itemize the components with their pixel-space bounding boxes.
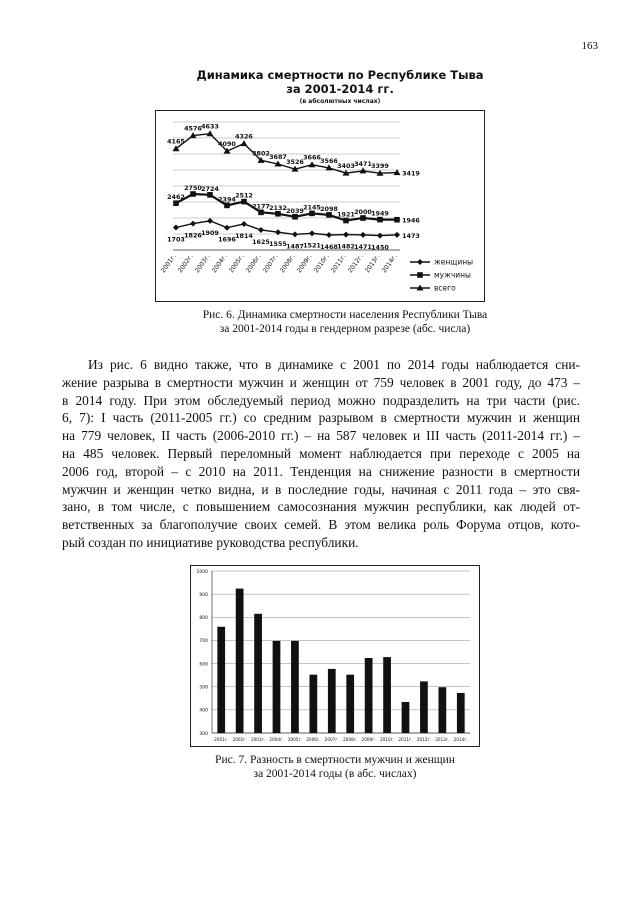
bar xyxy=(402,702,410,733)
figure6-title-line2: за 2001-2014 гг. xyxy=(286,82,394,96)
bar xyxy=(365,658,373,733)
data-label: 1921 xyxy=(337,210,355,219)
data-label: 1521 xyxy=(303,241,321,250)
x-tick-label: 2007г. xyxy=(324,737,339,742)
figure7-caption-line1: Рис. 7. Разность в смертности мужчин и женщин xyxy=(215,754,455,766)
data-point xyxy=(258,227,264,233)
legend-marker xyxy=(417,259,423,265)
data-point xyxy=(190,221,196,227)
data-point xyxy=(292,214,298,220)
x-tick-label: 2011г. xyxy=(398,737,413,742)
x-tick-label: 2006г. xyxy=(244,253,263,275)
x-tick-label: 2003г. xyxy=(193,253,212,275)
data-label: 3666 xyxy=(303,153,321,162)
bar xyxy=(236,589,244,733)
bar xyxy=(438,687,446,733)
data-label: 1814 xyxy=(235,231,253,240)
x-tick-label: 2008г. xyxy=(278,253,297,275)
data-label: 2750 xyxy=(184,184,202,192)
x-tick-label: 2010г. xyxy=(312,253,331,275)
data-label: 1696 xyxy=(218,235,236,244)
x-tick-label: 2004г. xyxy=(269,737,284,742)
data-label: 4326 xyxy=(235,132,253,141)
bar xyxy=(309,675,317,733)
y-tick-label: 900 xyxy=(199,592,208,598)
x-tick-label: 2009г. xyxy=(295,253,314,275)
x-tick-label: 2004г. xyxy=(210,253,229,275)
data-label: 3399 xyxy=(371,162,389,171)
y-tick-label: 600 xyxy=(199,662,208,668)
x-tick-label: 2008г. xyxy=(343,737,358,742)
data-point xyxy=(360,215,366,221)
x-tick-label: 2009г. xyxy=(361,737,376,742)
body-paragraph xyxy=(62,356,580,552)
data-point xyxy=(309,211,315,217)
x-tick-label: 2014г. xyxy=(453,737,468,742)
paragraph-line: Из рис. 6 видно также, что в динамике с 2001 по 2014 годы наблюдается сни- xyxy=(88,357,580,372)
y-tick-label: 1000 xyxy=(196,569,208,575)
data-label: 3802 xyxy=(252,149,270,158)
data-label: 1946 xyxy=(402,216,420,225)
bar xyxy=(291,641,299,733)
legend-marker xyxy=(417,272,423,278)
paragraph-line: зано, в том числе, с повышением самосознания мужчин республики, как людей от- xyxy=(62,499,580,515)
x-tick-label: 2013г. xyxy=(363,253,382,275)
legend-label: женщины xyxy=(434,257,474,267)
figure6-caption-line1: Рис. 6. Динамика смертности населения Республики Тыва xyxy=(202,309,488,321)
data-label: 2394 xyxy=(218,195,236,204)
data-point xyxy=(207,218,213,224)
figure6-title xyxy=(150,68,530,96)
x-tick-label: 2005г. xyxy=(227,253,246,275)
bar xyxy=(346,675,354,733)
paragraph-line: в 2014 году. При этом обследуемый период можно подразделить на три части (рис. xyxy=(62,392,580,408)
data-label: 1909 xyxy=(201,228,219,237)
figure6-line-chart xyxy=(155,110,485,302)
data-label: 4576 xyxy=(184,124,202,133)
data-point xyxy=(377,233,383,239)
data-point xyxy=(326,212,332,218)
data-point xyxy=(241,140,248,146)
paragraph-line: рый создан по инициативе руководства республики. xyxy=(62,534,359,550)
figure6-subtitle: (в абсолютных числах) xyxy=(299,98,381,105)
data-point xyxy=(224,203,230,209)
data-label: 4165 xyxy=(167,137,185,146)
x-tick-label: 2007г. xyxy=(261,253,280,275)
data-label: 2724 xyxy=(201,184,219,193)
data-point xyxy=(360,167,367,173)
y-tick-label: 300 xyxy=(199,731,208,737)
x-tick-label: 2011г. xyxy=(329,253,348,275)
data-point xyxy=(360,232,366,238)
x-tick-label: 2012г. xyxy=(416,737,432,742)
data-point xyxy=(241,199,247,205)
data-point xyxy=(207,192,213,198)
data-label: 1487 xyxy=(286,242,304,251)
data-label: 2098 xyxy=(320,204,338,213)
figure6-caption-line2: за 2001-2014 годы в гендерном разрезе (абс. числа) xyxy=(219,323,471,335)
data-label: 3403 xyxy=(337,162,355,171)
data-point xyxy=(173,225,179,231)
data-label: 1949 xyxy=(371,209,389,218)
data-point xyxy=(275,211,281,217)
data-label: 2512 xyxy=(235,191,253,200)
y-tick-label: 700 xyxy=(199,639,208,645)
data-label: 1468 xyxy=(320,243,338,252)
data-point xyxy=(258,210,264,216)
data-label: 4090 xyxy=(218,140,236,149)
data-label: 1826 xyxy=(184,231,202,240)
data-label: 2462 xyxy=(167,193,185,202)
x-tick-label: 2012г. xyxy=(346,253,365,275)
x-tick-label: 2001г. xyxy=(214,737,229,742)
data-point xyxy=(394,232,400,238)
bar xyxy=(457,693,465,733)
y-tick-label: 800 xyxy=(199,616,208,622)
x-tick-label: 2002г. xyxy=(176,253,195,275)
legend-label: мужчины xyxy=(434,270,471,280)
data-label: 1473 xyxy=(402,231,420,240)
legend-label: всего xyxy=(434,283,456,293)
data-point xyxy=(275,229,281,235)
data-point xyxy=(224,225,230,231)
x-tick-label: 2001г. xyxy=(159,253,178,275)
bar xyxy=(420,681,428,733)
data-label: 3526 xyxy=(286,158,304,167)
figure6-title-line1: Динамика смертности по Республике Тыва xyxy=(196,68,484,82)
paragraph-line: жение разрыва в смертности мужчин и женщин от 759 человек в 2001 году, до 473 – xyxy=(62,374,580,390)
data-label: 2039 xyxy=(286,206,304,215)
figure7-bar-chart xyxy=(190,565,480,747)
x-tick-label: 2002г. xyxy=(232,737,247,742)
bar xyxy=(273,641,281,733)
x-tick-label: 2013г. xyxy=(435,737,450,742)
data-point xyxy=(292,231,298,237)
data-point xyxy=(309,230,315,236)
data-label: 1625 xyxy=(252,238,270,246)
data-label: 1450 xyxy=(371,243,389,252)
data-point xyxy=(343,232,349,238)
paragraph-line: 6, 7): I часть (2011-2005 гг.) со средним разрывом в смертности мужчин и женщин xyxy=(62,410,580,426)
data-label: 2145 xyxy=(303,203,321,212)
data-label: 2177 xyxy=(252,202,270,211)
figure7-caption-line2: за 2001-2014 годы (в абс. числах) xyxy=(253,768,417,780)
paragraph-line: 2006 год, второй – с 2010 на 2011. Тенденция на снижение разности в смертности xyxy=(62,463,580,479)
data-point xyxy=(207,130,214,136)
bar xyxy=(328,669,336,733)
data-point xyxy=(394,217,400,223)
data-label: 1471 xyxy=(354,242,372,251)
x-tick-label: 2005г. xyxy=(287,737,303,742)
x-tick-label: 2006г. xyxy=(306,737,321,742)
x-tick-label: 2003г. xyxy=(250,737,266,742)
x-tick-label: 2014г. xyxy=(380,253,399,275)
data-point xyxy=(343,218,349,224)
data-label: 2132 xyxy=(269,203,287,212)
paragraph-line: на 779 человек, II часть (2006-2010 гг.) – на 587 человек и III часть (2011-2014 гг.) – xyxy=(62,428,580,444)
bar xyxy=(217,627,225,733)
data-label: 2000 xyxy=(354,208,372,216)
data-point xyxy=(377,217,383,223)
data-point xyxy=(326,232,332,238)
y-tick-label: 400 xyxy=(199,708,208,714)
data-label: 3471 xyxy=(354,159,372,168)
paragraph-line: мужчин и женщин четко видна, и в последние годы, начиная с 2011 года – это свя- xyxy=(62,481,580,497)
paragraph-line: на 485 человек. Первый переломный момент наблюдается при переходе с 2005 на xyxy=(62,445,580,461)
data-point xyxy=(190,191,196,197)
data-label: 4633 xyxy=(201,122,219,131)
figure6-caption xyxy=(150,308,540,336)
bar xyxy=(383,657,391,733)
data-label: 1482 xyxy=(337,242,355,251)
data-label: 3419 xyxy=(402,169,420,178)
data-point xyxy=(241,221,247,227)
data-label: 1703 xyxy=(167,235,185,244)
data-point xyxy=(173,200,179,206)
data-label: 3566 xyxy=(320,156,338,165)
bar xyxy=(254,614,262,733)
x-tick-label: 2010г. xyxy=(379,737,395,742)
data-label: 3687 xyxy=(269,153,287,162)
data-label: 1555 xyxy=(269,240,287,249)
page-number: 163 xyxy=(581,40,598,52)
paragraph-line: ветственных за благополучие своих семей. В этом велика роль Форума отцов, кото- xyxy=(62,517,580,533)
data-point xyxy=(309,161,316,167)
y-tick-label: 500 xyxy=(199,685,208,691)
figure7-caption xyxy=(190,753,480,781)
